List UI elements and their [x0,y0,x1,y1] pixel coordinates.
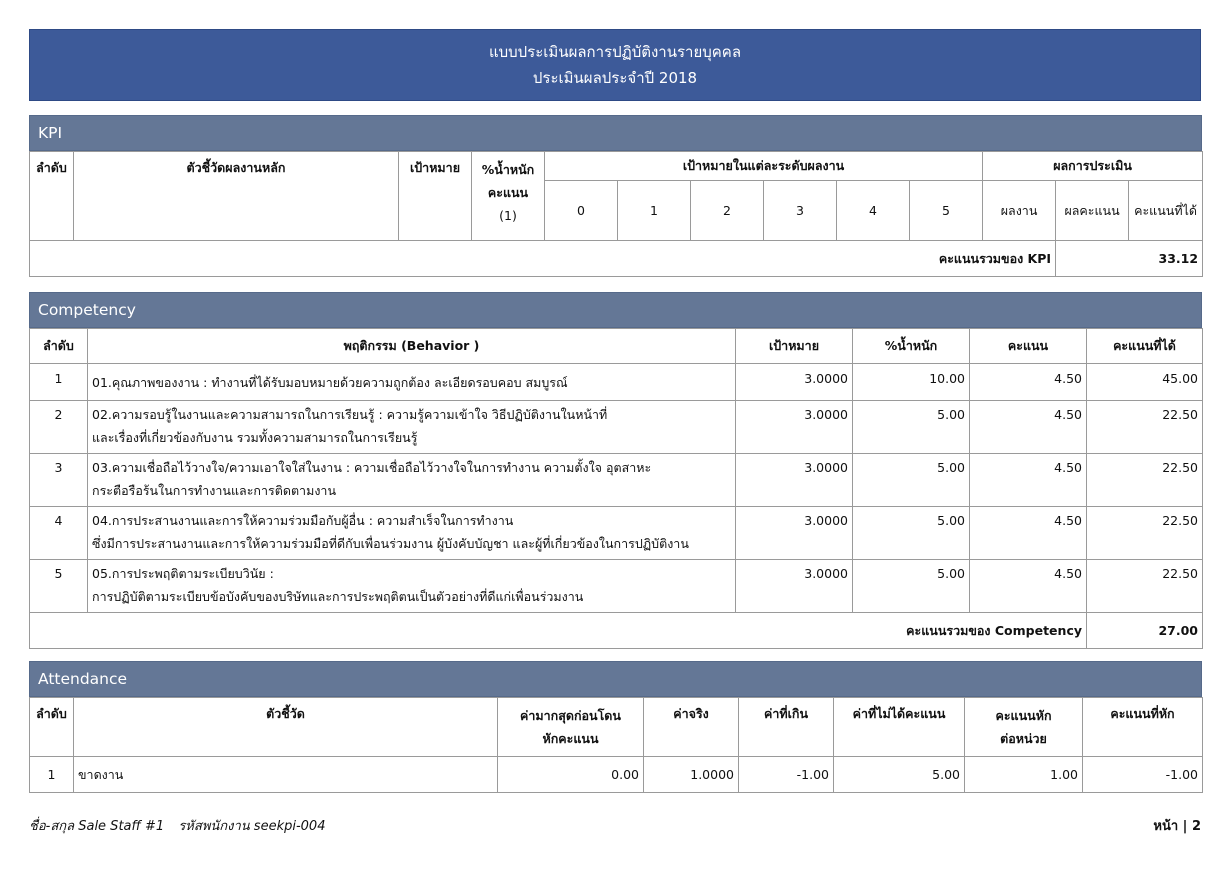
attendance-table [29,697,1203,793]
att-row-actual: 1.0000 [644,757,739,793]
comp-row-behavior [88,401,736,454]
table-row [30,560,1203,613]
att-col-deduct-line1: คะแนนหัก [995,708,1052,723]
comp-row-weight: 5.00 [853,454,970,507]
attendance-section-header: Attendance [29,661,1202,697]
comp-row-target: 3.0000 [736,454,853,507]
kpi-level-0: 0 [545,181,618,241]
competency-section-header: Competency [29,292,1202,328]
comp-row-behavior [88,560,736,613]
table-row [30,401,1203,454]
att-col-deduct-unit [965,698,1083,757]
att-row-max: 0.00 [498,757,644,793]
comp-row-behavior-line1: 04.การประสานงานและการให้ความร่วมมือกับผู้อื่น : ความสำเร็จในการทำงาน [92,513,514,528]
att-col-actual: ค่าจริง [644,698,739,757]
competency-table [29,328,1203,649]
att-col-over: ค่าที่เกิน [739,698,834,757]
comp-row-behavior [88,364,736,401]
att-col-max [498,698,644,757]
comp-row-weight: 5.00 [853,560,970,613]
table-row [30,757,1203,793]
att-row-over: -1.00 [739,757,834,793]
kpi-col-indicator: ตัวชี้วัดผลงานหลัก [74,152,399,241]
comp-row-behavior [88,454,736,507]
footer-page-number: หน้า | 2 [1153,819,1201,834]
att-row-deduct-unit: 1.00 [965,757,1083,793]
kpi-section-header: KPI [29,115,1202,151]
comp-row-behavior-line1: 01.คุณภาพของงาน : ทำงานที่ได้รับมอบหมายด้วยความถูกต้อง ละเอียดรอบคอบ สมบูรณ์ [92,375,568,390]
table-row [30,454,1203,507]
comp-row-behavior-line2: กระตือรือร้นในการทำงานและการติดตามงาน [92,483,336,498]
kpi-level-5: 5 [910,181,983,241]
att-row-deducted: -1.00 [1083,757,1203,793]
report-title-banner [29,29,1201,101]
comp-row-behavior-line1: 05.การประพฤติตามระเบียบวินัย : [92,566,274,581]
attendance-section [29,661,1202,793]
footer-employee-id: รหัสพนักงาน seekpi-004 [178,819,326,834]
footer-name: ชื่อ-สกุล Sale Staff #1 [29,819,165,834]
comp-row-got: 22.50 [1087,454,1203,507]
att-col-deduct-line2: ต่อหน่วย [1000,731,1047,746]
comp-col-score-got: คะแนนที่ได้ [1087,329,1203,364]
att-row-order: 1 [30,757,74,793]
comp-row-order: 4 [30,507,88,560]
comp-row-got: 22.50 [1087,507,1203,560]
comp-row-target: 3.0000 [736,560,853,613]
comp-row-behavior-line2: และเรื่องที่เกี่ยวข้องกับงาน รวมทั้งความสามารถในการเรียนรู้ [92,430,418,445]
kpi-level-2: 2 [691,181,764,241]
kpi-col-result-group: ผลการประเมิน [983,152,1203,181]
comp-row-score: 4.50 [970,454,1087,507]
kpi-col-score-got: คะแนนที่ได้ [1129,181,1203,241]
kpi-col-weight-label: %น้ำหนัก [481,162,535,177]
kpi-col-result-score: ผลคะแนน [1056,181,1129,241]
comp-row-order: 5 [30,560,88,613]
table-row [30,507,1203,560]
report-title: แบบประเมินผลการปฏิบัติงานรายบุคคล [488,43,742,61]
comp-col-order: ลำดับ [30,329,88,364]
comp-row-behavior-line2: ซึ่งมีการประสานงานและการให้ความร่วมมือที่ดีกับเพื่อนร่วมงาน ผู้บังคับบัญชา และผู้ที่เกี่ยวข้องในการปฏิบัติงาน [92,536,689,551]
kpi-col-target: เป้าหมาย [399,152,472,241]
comp-row-got: 45.00 [1087,364,1203,401]
kpi-level-4: 4 [837,181,910,241]
comp-row-target: 3.0000 [736,507,853,560]
report-subtitle: ประเมินผลประจำปี 2018 [532,69,698,87]
comp-row-behavior-line1: 02.ความรอบรู้ในงานและความสามารถในการเรียนรู้ : ความรู้ความเข้าใจ วิธีปฏิบัติงานในหน้าที่ [92,407,608,422]
kpi-col-weight [472,152,545,241]
kpi-col-weight-sub1: คะแนน [487,185,529,200]
att-col-order: ลำดับ [30,698,74,757]
kpi-section [29,115,1202,277]
comp-row-target: 3.0000 [736,364,853,401]
competency-section [29,292,1202,649]
comp-row-score: 4.50 [970,401,1087,454]
kpi-col-result: ผลงาน [983,181,1056,241]
comp-row-behavior-line2: การปฏิบัติตามระเบียบข้อบังคับของบริษัทและการประพฤติตนเป็นตัวอย่างที่ดีแก่เพื่อนร่วมงาน [92,589,584,604]
comp-row-score: 4.50 [970,560,1087,613]
comp-col-score: คะแนน [970,329,1087,364]
kpi-level-1: 1 [618,181,691,241]
table-row [30,364,1203,401]
att-row-indicator: ขาดงาน [74,757,498,793]
comp-row-order: 3 [30,454,88,507]
comp-row-order: 2 [30,401,88,454]
att-col-deducted: คะแนนที่หัก [1083,698,1203,757]
competency-total-label: คะแนนรวมของ Competency [30,613,1087,649]
comp-row-target: 3.0000 [736,401,853,454]
att-col-no-score: ค่าที่ไม่ได้คะแนน [834,698,965,757]
kpi-total-value: 33.12 [1056,241,1203,277]
kpi-table [29,151,1203,277]
kpi-level-3: 3 [764,181,837,241]
comp-row-got: 22.50 [1087,560,1203,613]
comp-row-order: 1 [30,364,88,401]
att-col-indicator: ตัวชี้วัด [74,698,498,757]
comp-row-behavior-line1: 03.ความเชื่อถือไว้วางใจ/ความเอาใจใส่ในงาน : ความเชื่อถือไว้วางใจในการทำงาน ความตั้งใจ อุตสาหะ [92,460,652,475]
competency-total-value: 27.00 [1087,613,1203,649]
comp-row-got: 22.50 [1087,401,1203,454]
comp-col-behavior: พฤติกรรม (Behavior ) [88,329,736,364]
att-col-max-line2: หักคะแนน [542,731,599,746]
comp-col-target: เป้าหมาย [736,329,853,364]
comp-row-behavior [88,507,736,560]
comp-row-weight: 10.00 [853,364,970,401]
att-row-no-score: 5.00 [834,757,965,793]
kpi-col-weight-sub2: (1) [499,208,517,223]
comp-row-weight: 5.00 [853,401,970,454]
kpi-col-levels: เป้าหมายในแต่ละระดับผลงาน [545,152,983,181]
kpi-col-order: ลำดับ [30,152,74,241]
att-col-max-line1: ค่ามากสุดก่อนโดน [520,708,621,723]
comp-row-score: 4.50 [970,364,1087,401]
footer-employee-info [29,815,325,836]
comp-row-weight: 5.00 [853,507,970,560]
comp-row-score: 4.50 [970,507,1087,560]
comp-col-weight: %น้ำหนัก [853,329,970,364]
kpi-total-label: คะแนนรวมของ KPI [30,241,1056,277]
